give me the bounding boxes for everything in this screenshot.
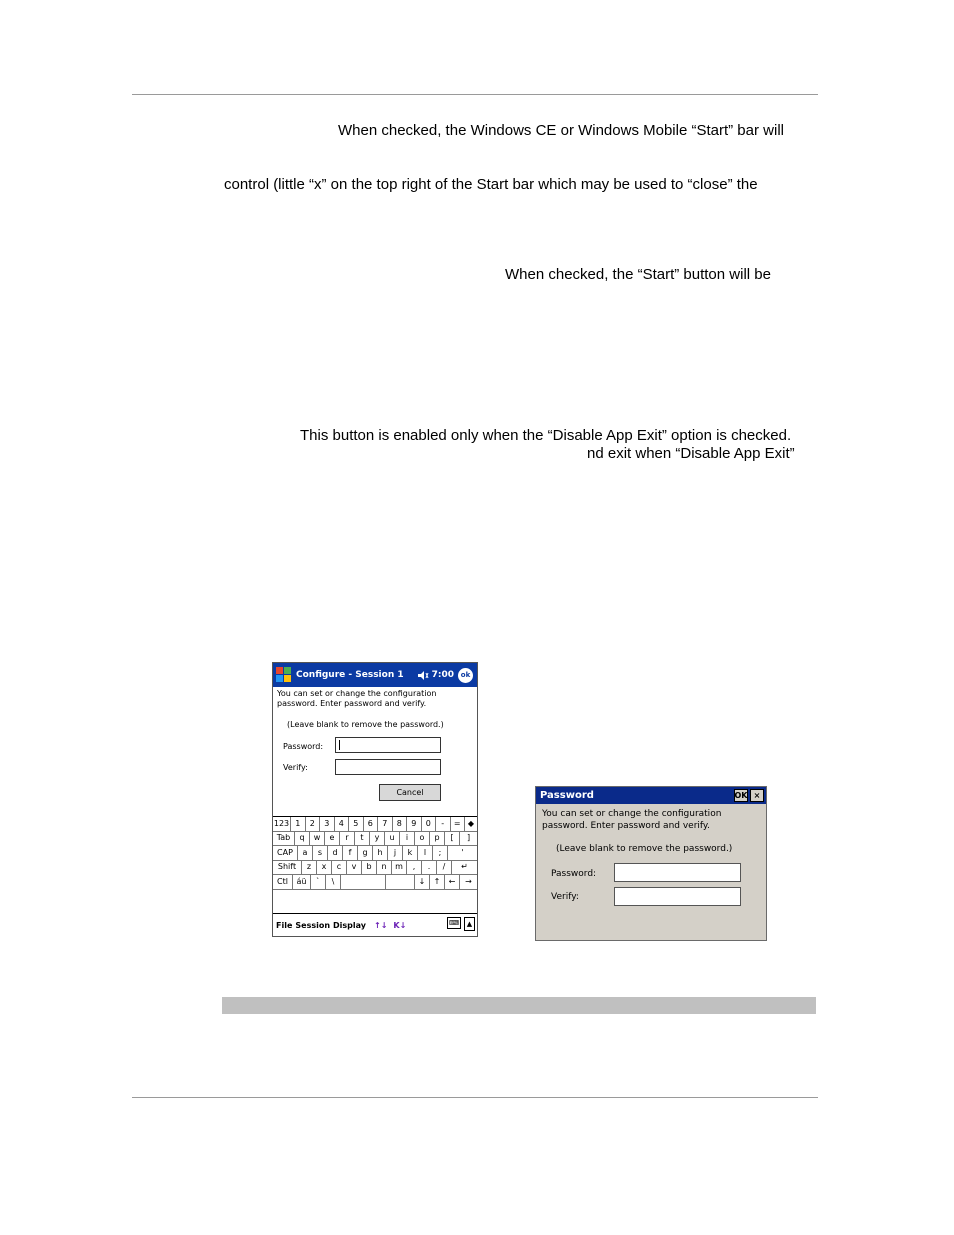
key[interactable]: s: [313, 846, 328, 860]
body-text-line: control (little “x” on the top right of the Start bar which may be used to “close” the: [224, 176, 758, 193]
arrow-down-key[interactable]: ↓: [415, 875, 430, 889]
key[interactable]: `: [311, 875, 326, 889]
speaker-icon[interactable]: [417, 670, 429, 681]
ppc-hint: (Leave blank to remove the password.): [287, 720, 444, 729]
key[interactable]: 0: [422, 817, 437, 831]
key[interactable]: l: [418, 846, 433, 860]
menu-session[interactable]: Session: [295, 921, 331, 930]
key[interactable]: ]: [466, 833, 471, 843]
keyboard-row: [273, 817, 477, 832]
key[interactable]: ,: [407, 861, 422, 875]
key[interactable]: t: [355, 832, 370, 846]
ppc-ok-button[interactable]: ok: [458, 668, 473, 683]
soft-keyboard: [273, 816, 477, 913]
enter-key[interactable]: ↵: [461, 862, 468, 872]
ce-hint: (Leave blank to remove the password.): [556, 844, 733, 854]
ppc-body: [273, 687, 477, 816]
key[interactable]: ': [461, 847, 464, 857]
key[interactable]: 6: [364, 817, 379, 831]
key[interactable]: Ctl: [273, 875, 293, 889]
ppc-desc: You can set or change the configuration: [277, 689, 437, 698]
ppc-desc: password. Enter password and verify.: [277, 699, 427, 708]
key[interactable]: =: [451, 817, 466, 831]
key[interactable]: [386, 875, 415, 889]
ce-close-button[interactable]: ×: [750, 789, 764, 802]
ce-password-field[interactable]: [614, 863, 741, 882]
key[interactable]: 9: [407, 817, 422, 831]
menu-display[interactable]: Display: [333, 921, 367, 930]
key[interactable]: Tab: [273, 832, 295, 846]
key[interactable]: 2: [306, 817, 321, 831]
key[interactable]: -: [436, 817, 451, 831]
ppc-password-field[interactable]: [335, 737, 441, 753]
body-text-line: When checked, the “Start” button will be: [505, 266, 771, 283]
ppc-menu-bar: [273, 913, 477, 937]
ce-title-bar: [536, 787, 766, 804]
key[interactable]: j: [388, 846, 403, 860]
keyboard-row: [273, 832, 477, 847]
arrow-up-key[interactable]: ↑: [430, 875, 445, 889]
key[interactable]: f: [343, 846, 358, 860]
ce-ok-button[interactable]: OK: [734, 791, 748, 800]
key[interactable]: Shift: [273, 861, 302, 875]
key[interactable]: CAP: [273, 846, 298, 860]
key[interactable]: 3: [320, 817, 335, 831]
ppc-title-bar: [273, 663, 477, 687]
body-text-line: When checked, the Windows CE or Windows Mobile “Start” bar will: [338, 122, 784, 139]
backspace-key[interactable]: ◆: [467, 818, 475, 828]
key[interactable]: ;: [433, 846, 448, 860]
footer-rule: [132, 1097, 818, 1098]
ce-password-dialog: [535, 786, 767, 941]
key[interactable]: z: [302, 861, 317, 875]
key[interactable]: c: [332, 861, 347, 875]
key[interactable]: .: [422, 861, 437, 875]
keyboard-icon[interactable]: ⌨: [448, 919, 460, 927]
ce-password-label: Password:: [551, 869, 597, 879]
menu-file[interactable]: File: [276, 921, 293, 930]
key[interactable]: áü: [293, 875, 311, 889]
key[interactable]: o: [415, 832, 430, 846]
key[interactable]: i: [400, 832, 415, 846]
keyboard-row: [273, 875, 477, 890]
key[interactable]: a: [298, 846, 313, 860]
key[interactable]: 7: [378, 817, 393, 831]
space-key[interactable]: [341, 875, 386, 889]
key[interactable]: m: [392, 861, 407, 875]
ppc-clock: 7:00: [431, 670, 454, 680]
pocketpc-screenshot: [272, 662, 478, 937]
key[interactable]: /: [437, 861, 452, 875]
key[interactable]: \: [326, 875, 341, 889]
key[interactable]: x: [317, 861, 332, 875]
ce-desc: You can set or change the configuration: [542, 809, 722, 819]
key[interactable]: 1: [291, 817, 306, 831]
keyboard-row: [273, 846, 477, 861]
key[interactable]: d: [328, 846, 343, 860]
key[interactable]: h: [373, 846, 388, 860]
ppc-verify-label: Verify:: [283, 763, 308, 772]
sync-icon[interactable]: ↑↓: [374, 921, 388, 930]
ce-verify-label: Verify:: [551, 892, 579, 902]
key[interactable]: 123: [273, 817, 291, 831]
header-rule: [132, 94, 818, 95]
ce-title: Password: [540, 790, 594, 801]
key[interactable]: g: [358, 846, 373, 860]
arrow-right-key[interactable]: →: [465, 876, 472, 886]
key[interactable]: v: [347, 861, 362, 875]
key[interactable]: n: [377, 861, 392, 875]
ce-verify-field[interactable]: [614, 887, 741, 906]
ce-desc: password. Enter password and verify.: [542, 821, 710, 831]
caret-up-icon[interactable]: ▲: [464, 917, 475, 931]
key[interactable]: 5: [349, 817, 364, 831]
ppc-title: Configure - Session 1: [296, 670, 404, 680]
arrow-left-key[interactable]: ←: [445, 875, 460, 889]
windows-flag-icon[interactable]: [275, 666, 293, 684]
key[interactable]: b: [362, 861, 377, 875]
key[interactable]: [: [445, 832, 460, 846]
key[interactable]: y: [370, 832, 385, 846]
ppc-cancel-button[interactable]: Cancel: [379, 784, 441, 801]
key[interactable]: u: [385, 832, 400, 846]
key[interactable]: r: [340, 832, 355, 846]
body-text-line: nd exit when “Disable App Exit”: [587, 445, 795, 462]
key[interactable]: e: [325, 832, 340, 846]
key[interactable]: k: [403, 846, 418, 860]
ppc-verify-field[interactable]: [335, 759, 441, 775]
key[interactable]: w: [310, 832, 325, 846]
key[interactable]: p: [430, 832, 445, 846]
gray-band: [222, 997, 816, 1014]
key[interactable]: 8: [393, 817, 408, 831]
body-text-line: This button is enabled only when the “Disable App Exit” option is checked.: [300, 427, 792, 444]
ppc-password-label: Password:: [283, 742, 324, 751]
key[interactable]: 4: [335, 817, 350, 831]
key[interactable]: q: [295, 832, 310, 846]
keyboard-row: [273, 861, 477, 876]
k-icon[interactable]: K↓: [393, 921, 407, 930]
